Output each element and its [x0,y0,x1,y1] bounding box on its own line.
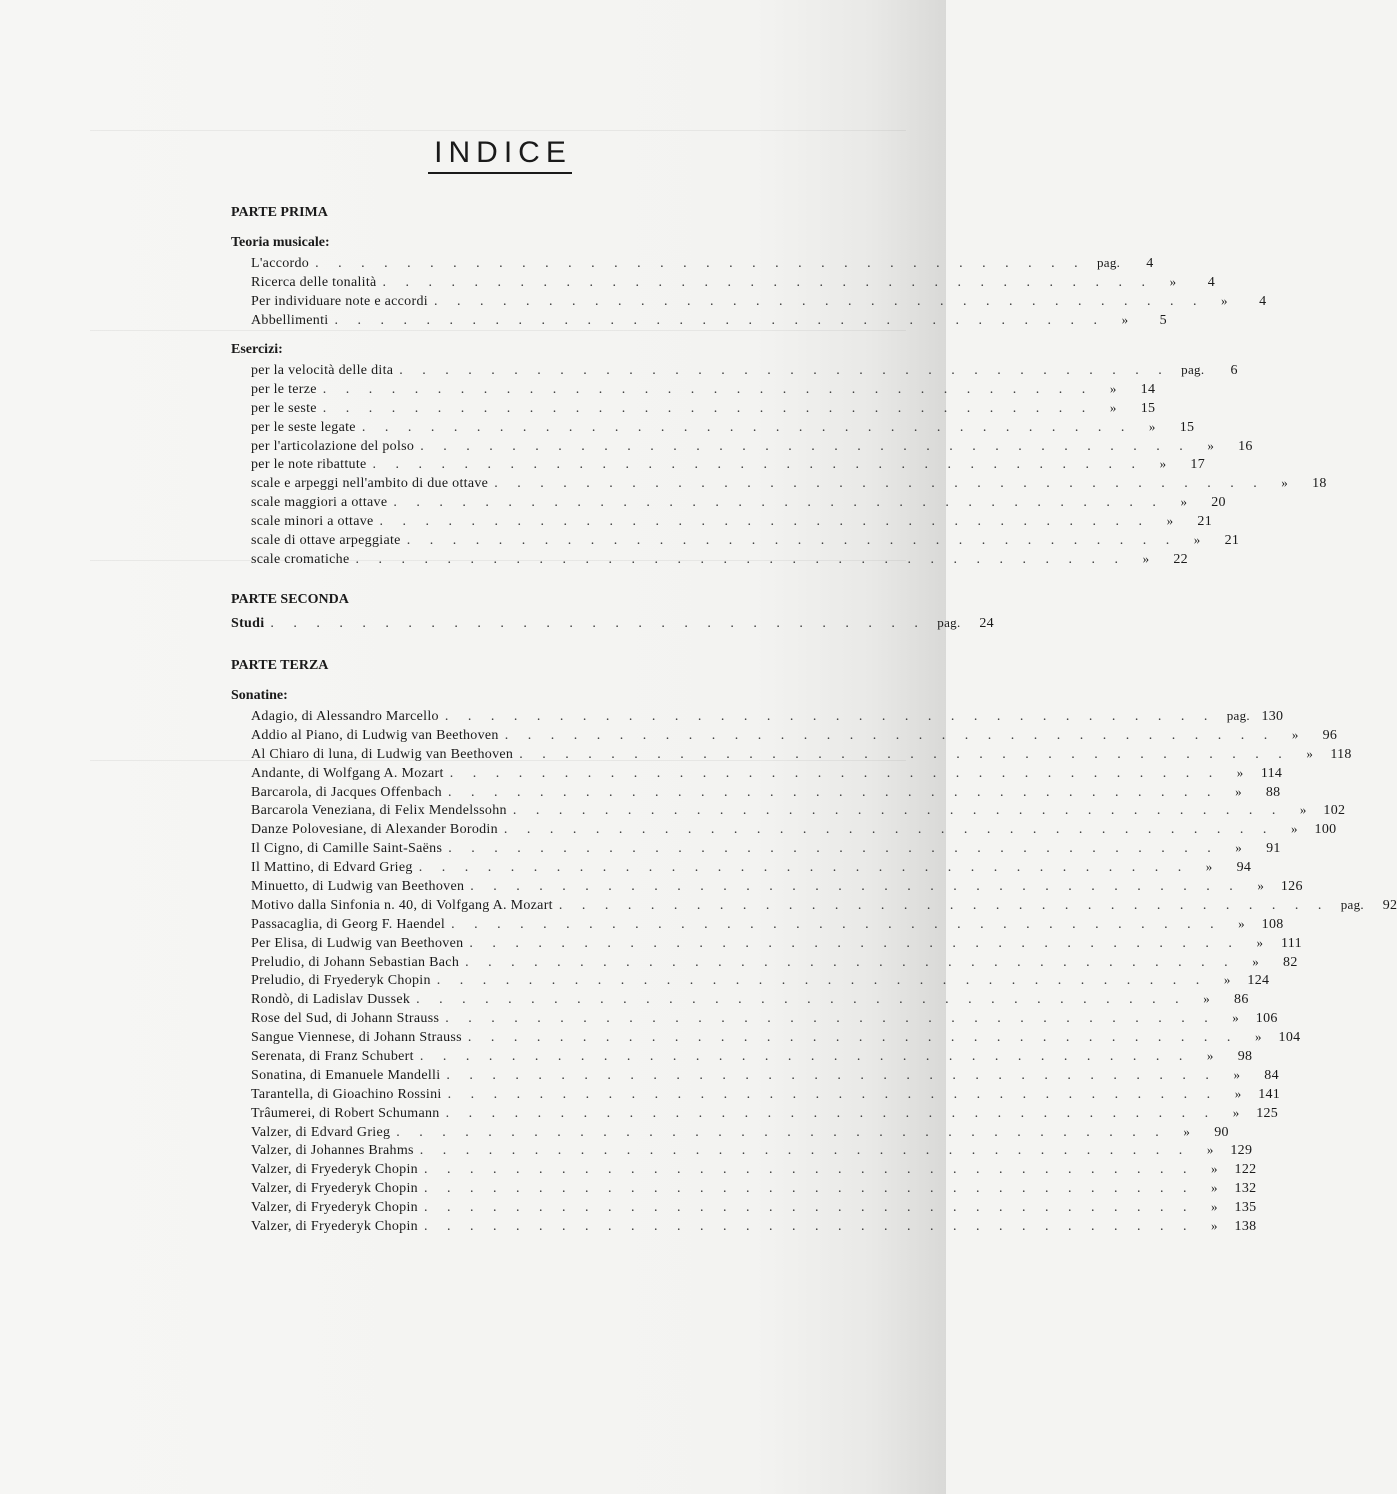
toc-entry [251,802,1346,821]
entry-page: 138 [1234,1219,1257,1235]
entry-page: 21 [1197,514,1213,530]
entry-prefix: » [1211,1199,1218,1215]
entry-page: 125 [1256,1105,1279,1121]
entry-label: Valzer, di Fryederyk Chopin [251,1181,418,1197]
toc-entry [251,821,1337,840]
leader-dots: . . . . . . . . . . . . . . . . . . . . . . . . . . . . . . . . . . [512,803,1284,819]
entry-prefix: » [1203,991,1211,1007]
toc-entry [251,915,1284,935]
toc-entry [251,311,1167,331]
toc-entry [251,1180,1257,1199]
leader-dots: . . . . . . . . . . . . . . . . . . . . . . . . . . . . . . . . . . [372,457,1144,473]
entry-label: scale cromatiche [251,551,350,567]
entry-prefix: » [1180,494,1188,510]
entry-label: Valzer, di Fryederyk Chopin [251,1162,418,1178]
entry-label: Ricerca delle tonalità [251,274,377,290]
toc-entry [251,418,1195,438]
entry-prefix: pag. [1096,255,1121,270]
entry-prefix: » [1109,399,1117,415]
leader-dots: . . . . . . . . . . . . . . . . . . . . . . . . . . . . . . . . . . [396,1124,1167,1140]
entry-prefix: » [1109,380,1117,396]
entry-label: Barcarola, di Jacques Offenbach [251,784,442,800]
entry-page: 102 [1323,803,1346,819]
entry-page: 122 [1234,1162,1257,1178]
toc-entry [251,934,1302,954]
leader-dots: . . . . . . . . . . . . . . . . . . . . . . . . . . . . . . . . . . [416,992,1187,1008]
entry-page: 126 [1280,879,1303,895]
entry-label: Valzer, di Fryederyk Chopin [251,1219,418,1235]
entry-prefix: » [1299,802,1307,818]
entry-prefix: » [1211,1180,1218,1196]
toc-list-teoria [251,255,1267,331]
entry-page: 100 [1314,822,1337,838]
subheading-sonatine: Sonatine: [231,688,288,703]
entry-prefix: » [1291,821,1298,837]
leader-dots: . . . . . . . . . . . . . . . . . . . . . . . . . . . . . . . . . . [355,551,1126,567]
toc-entry [251,1029,1301,1048]
leader-dots: . . . . . . . . . . . . . . . . . . . . . . . . . . . . . . . . . . [467,1030,1239,1046]
entry-page: 20 [1211,495,1226,511]
entry-prefix: » [1221,292,1228,308]
leader-dots: . . . . . . . . . . . . . . . . . . . . . . . . . . . . . . . . . . [419,1049,1191,1065]
entry-prefix: » [1211,1218,1218,1234]
entry-label: Valzer, di Fryederyk Chopin [251,1200,418,1216]
entry-page: 84 [1264,1067,1279,1083]
leader-dots: . . . . . . . . . . . . . . . . . . . . . . . . . . . . . . . . . . [445,1011,1216,1027]
entry-label: Barcarola Veneziana, di Felix Mendelssohn [251,803,507,819]
entry-label: Il Cigno, di Camille Saint-Saëns [251,841,443,857]
toc-entry [251,494,1226,513]
toc-entry [251,1010,1278,1029]
toc-entry [251,840,1281,859]
leader-dots: . . . . . . . . . . . . . . . . . . . . . . . . . . . . . . . . . . [420,438,1191,454]
entry-page: 106 [1255,1011,1278,1027]
entry-prefix: » [1148,418,1156,434]
entry-prefix: » [1169,273,1177,289]
entry-page: 141 [1258,1086,1281,1102]
toc-entry [251,1142,1253,1161]
toc-entry [251,273,1216,293]
entry-page: 132 [1234,1181,1257,1197]
entry-prefix: » [1183,1123,1191,1139]
entry-label: Trâumerei, di Robert Schumann [251,1105,440,1121]
toc-entry [251,764,1283,784]
entry-label: scale e arpeggi nell'ambito di due ottave [251,476,489,492]
entry-label: Abbellimenti [251,312,329,328]
entry-label: Minuetto, di Ludwig van Beethoven [251,879,465,895]
entry-prefix: » [1291,726,1299,742]
entry-label: Andante, di Wolfgang A. Mozart [251,765,444,781]
leader-dots: . . . . . . . . . . . . . . . . . . . . . . . . . . . . . . . . . . [423,1200,1195,1216]
entry-page: 124 [1247,973,1270,989]
toc-entry [251,1048,1253,1067]
leader-dots: . . . . . . . . . . . . . . . . . . . . . . . . . . . . . . . . . . [558,897,1330,913]
entry-page: 108 [1261,916,1284,932]
entry-label: Passacaglia, di Georg F. Haendel [251,916,446,932]
entry-label: per le seste legate [251,419,356,435]
entry-page: 4 [1259,293,1267,309]
leader-dots: . . . . . . . . . . . . . . . . . . . . . . . . . . . . . . . . . . [470,879,1241,895]
leader-dots: . . . . . . . . . . . . . . . . . . . . . . . . . . . . . . . . . . [361,419,1133,435]
entry-page: 111 [1281,935,1302,951]
toc-entry [251,991,1249,1010]
toc-entry [251,513,1213,532]
leader-dots: . . . . . . . . . . . . . . . . . . . . . . . . . . . . . . . . . . [423,1181,1195,1197]
entry-prefix: » [1257,878,1265,894]
toc-entry [251,362,1238,381]
leader-dots: . . . . . . . . . . . . . . . . . . . . . . . . . . . . . . . . . . [449,765,1221,781]
toc-entry [251,380,1156,400]
toc-list-esercizi [251,362,1327,570]
entry-label: scale di ottave arpeggiate [251,533,401,549]
toc-entry [251,896,1397,916]
toc-entry [251,1199,1257,1218]
entry-prefix: » [1235,783,1242,799]
entry-prefix: » [1281,475,1289,491]
entry-prefix: » [1306,745,1314,761]
toc-list-sonatine [251,708,1397,1237]
entry-page: 91 [1266,841,1281,857]
entry-page: 94 [1236,860,1252,876]
entry-page: 88 [1265,784,1281,800]
entry-page: 6 [1230,363,1238,378]
leader-dots: . . . . . . . . . . . . . . . . . . . . . . . . . . . . . . . . . . [504,727,1276,743]
entry-label: Valzer, di Johannes Brahms [251,1143,414,1159]
entry-page: 135 [1234,1200,1257,1216]
toc-entry [251,726,1338,746]
entry-label: Motivo dalla Sinfonia n. 40, di Volfgang A. Mozart [251,897,553,913]
toc-entry [251,783,1281,803]
toc-entry-studi [231,615,994,634]
entry-page: 15 [1179,419,1195,435]
toc-entry [251,878,1303,897]
entry-label: L'accordo [251,256,310,271]
toc-entry [251,859,1252,878]
entry-page: 104 [1278,1030,1301,1046]
entry-page: 98 [1237,1049,1253,1065]
entry-prefix: » [1256,934,1264,950]
entry-prefix: pag. [937,615,961,630]
entry-page: 129 [1230,1143,1253,1159]
leader-dots: . . . . . . . . . . . . . . . . . . . . . . . . . . . . . . . . . . [436,973,1208,989]
leader-dots: . . . . . . . . . . . . . . . . . . . . . . . . . . . . . [270,616,926,631]
leader-dots: . . . . . . . . . . . . . . . . . . . . . . . . . . . . . . . . . . [494,476,1265,492]
entry-prefix: » [1238,915,1245,931]
entry-page: 82 [1283,954,1298,970]
entry-prefix: » [1206,1142,1214,1158]
leader-dots: . . . . . . . . . . . . . . . . . . . . . . . . . . . . . . . . . . [519,746,1290,762]
leader-dots: . . . . . . . . . . . . . . . . . . . . . . . . . . . . . . . . . . [419,1143,1191,1159]
entry-label: Rondò, di Ladislav Dussek [251,992,411,1008]
entry-prefix: » [1233,1066,1241,1082]
entry-page: 17 [1190,457,1206,473]
entry-prefix: » [1211,1161,1218,1177]
leader-dots: . . . . . . . . . . . . . . . . . . . . . . . . . . . . . . . . . . [322,381,1094,397]
leader-dots: . . . . . . . . . . . . . . . . . . . . . . . . . . . . . . . . . . [382,274,1154,290]
entry-prefix: » [1121,311,1129,327]
entry-prefix: » [1232,1104,1240,1120]
entry-label: Al Chiaro di luna, di Ludwig van Beethoven [251,746,514,762]
leader-dots: . . . . . . . . . . . . . . . . . . . . . . . . . . . . . . . . . . [423,1219,1195,1235]
entry-page: 22 [1173,551,1188,567]
toc-entry [251,292,1267,312]
page-title: INDICE [0,136,1000,174]
faded-staff-line [90,130,906,133]
entry-page: 96 [1322,727,1338,743]
entry-prefix: » [1232,1010,1240,1026]
entry-prefix: » [1223,972,1231,988]
entry-label: per l'articolazione del polso [251,438,415,454]
leader-dots: . . . . . . . . . . . . . . . . . . . . . . . . . . . . . . . . . . [406,533,1178,549]
toc-entry [251,1066,1279,1086]
leader-dots: . . . . . . . . . . . . . . . . . . . . . . . . . . . . . . . . . . [503,822,1275,838]
entry-label: Sangue Viennese, di Johann Strauss [251,1030,462,1046]
entry-prefix: pag. [1340,896,1364,912]
leader-dots: . . . . . . . . . . . . . . . . . . . . . . . . . . . . . . . . . . [433,293,1205,309]
entry-label: Per Elisa, di Ludwig van Beethoven [251,935,464,951]
leader-dots: . . . . . . . . . . . . . . . . . . . . . . . . . . . . . . . . . . [446,1067,1217,1083]
entry-page: 24 [979,616,994,631]
entry-prefix: » [1205,859,1213,875]
section-heading-parte-prima: PARTE PRIMA [231,205,328,220]
toc-entry [251,972,1270,991]
leader-dots: . . . . . . . . . . . . . . . . . . . . . . . . . . . . . . . . . . [444,709,1216,724]
toc-entry [251,1161,1257,1180]
section-heading-parte-terza: PARTE TERZA [231,658,329,673]
leader-dots: . . . . . . . . . . . . . . . . . . . . . . . . . . . . . . . . . . [379,514,1151,530]
entry-label: Per individuare note e accordi [251,293,428,309]
leader-dots: . . . . . . . . . . . . . . . . . . . . . . . . . . . . . . . . . . [334,312,1105,328]
entry-page: 14 [1140,381,1156,397]
toc-entry [251,255,1154,274]
leader-dots: . . . . . . . . . . . . . . . . . . . . . . . . . . . . . . . . . . [322,400,1094,416]
entry-label: per le terze [251,381,317,397]
section-heading-parte-seconda: PARTE SECONDA [231,592,349,607]
entry-prefix: » [1255,1029,1262,1045]
entry-label: Addio al Piano, di Ludwig van Beethoven [251,727,499,743]
entry-prefix: » [1235,840,1243,856]
toc-entry [251,532,1240,551]
entry-page: 90 [1214,1124,1229,1140]
leader-dots: . . . . . . . . . . . . . . . . . . . . . . . . . . . . . . . . . . [451,916,1222,932]
entry-page: 118 [1330,746,1352,762]
toc-entry [251,708,1284,727]
toc-entry [251,745,1352,765]
entry-page: 15 [1140,400,1156,416]
entry-page: 21 [1224,533,1240,549]
entry-label: scale maggiori a ottave [251,495,388,511]
entry-label: per le seste [251,400,317,416]
entry-label: Il Mattino, di Edvard Grieg [251,860,413,876]
leader-dots: . . . . . . . . . . . . . . . . . . . . . . . . . . . . . . . . . . [315,256,1086,271]
entry-label: per le note ribattute [251,457,367,473]
entry-label: Preludio, di Johann Sebastian Bach [251,954,460,970]
entry-prefix: » [1206,1048,1214,1064]
entry-page: 4 [1146,256,1154,271]
entry-page: 16 [1238,438,1253,454]
entry-label: Studi [231,616,265,631]
leader-dots: . . . . . . . . . . . . . . . . . . . . . . . . . . . . . . . . . . [448,841,1219,857]
entry-page: 18 [1312,476,1327,492]
leader-dots: . . . . . . . . . . . . . . . . . . . . . . . . . . . . . . . . . . [465,954,1236,970]
toc-entry [251,1104,1279,1124]
entry-prefix: » [1252,953,1260,969]
toc-entry [251,475,1327,494]
entry-page: 92 [1382,897,1397,913]
leader-dots: . . . . . . . . . . . . . . . . . . . . . . . . . . . . . . . . . . [469,935,1240,951]
entry-page: 130 [1261,709,1284,724]
entry-prefix: » [1193,532,1201,548]
entry-prefix: pag. [1181,362,1205,377]
entry-prefix: » [1142,550,1150,566]
entry-page: 5 [1159,312,1167,328]
toc-entry [251,1218,1257,1237]
entry-label: Valzer, di Edvard Grieg [251,1124,391,1140]
leader-dots: . . . . . . . . . . . . . . . . . . . . . . . . . . . . . . . . . . [445,1105,1217,1121]
toc-entry [251,1123,1229,1143]
entry-label: Tarantella, di Gioachino Rossini [251,1086,442,1102]
toc-entry [251,953,1298,973]
entry-label: scale minori a ottave [251,514,374,530]
entry-label: Danze Polovesiane, di Alexander Borodin [251,822,498,838]
entry-page: 4 [1207,274,1216,290]
entry-prefix: » [1234,1085,1242,1101]
entry-label: per la velocità delle dita [251,363,394,378]
leader-dots: . . . . . . . . . . . . . . . . . . . . . . . . . . . . . . . . . . [393,495,1164,511]
toc-entry [251,1085,1281,1105]
toc-entry [251,456,1206,475]
toc-entry [251,437,1253,457]
entry-prefix: » [1159,456,1167,472]
entry-label: Rose del Sud, di Johann Strauss [251,1011,440,1027]
leader-dots: . . . . . . . . . . . . . . . . . . . . . . . . . . . . . . . . . . [447,1086,1219,1102]
entry-label: Preludio, di Fryederyk Chopin [251,973,431,989]
subheading-esercizi: Esercizi: [231,342,283,357]
toc-entry [251,550,1188,570]
leader-dots: . . . . . . . . . . . . . . . . . . . . . . . . . . . . . . . . . . [418,860,1190,876]
entry-prefix: pag. [1226,708,1250,723]
entry-label: Serenata, di Franz Schubert [251,1049,414,1065]
toc-entry [251,399,1156,419]
leader-dots: . . . . . . . . . . . . . . . . . . . . . . . . . . . . . . . . . . [423,1162,1195,1178]
entry-label: Sonatina, di Emanuele Mandelli [251,1067,441,1083]
leader-dots: . . . . . . . . . . . . . . . . . . . . . . . . . . . . . . . . . . [447,784,1219,800]
entry-prefix: » [1166,513,1174,529]
subheading-teoria: Teoria musicale: [231,235,330,250]
leader-dots: . . . . . . . . . . . . . . . . . . . . . . . . . . . . . . . . . . [399,363,1170,378]
entry-page: 114 [1260,765,1283,781]
entry-page: 86 [1234,992,1249,1008]
entry-label: Adagio, di Alessandro Marcello [251,709,439,724]
entry-prefix: » [1236,764,1244,780]
entry-prefix: » [1207,437,1215,453]
